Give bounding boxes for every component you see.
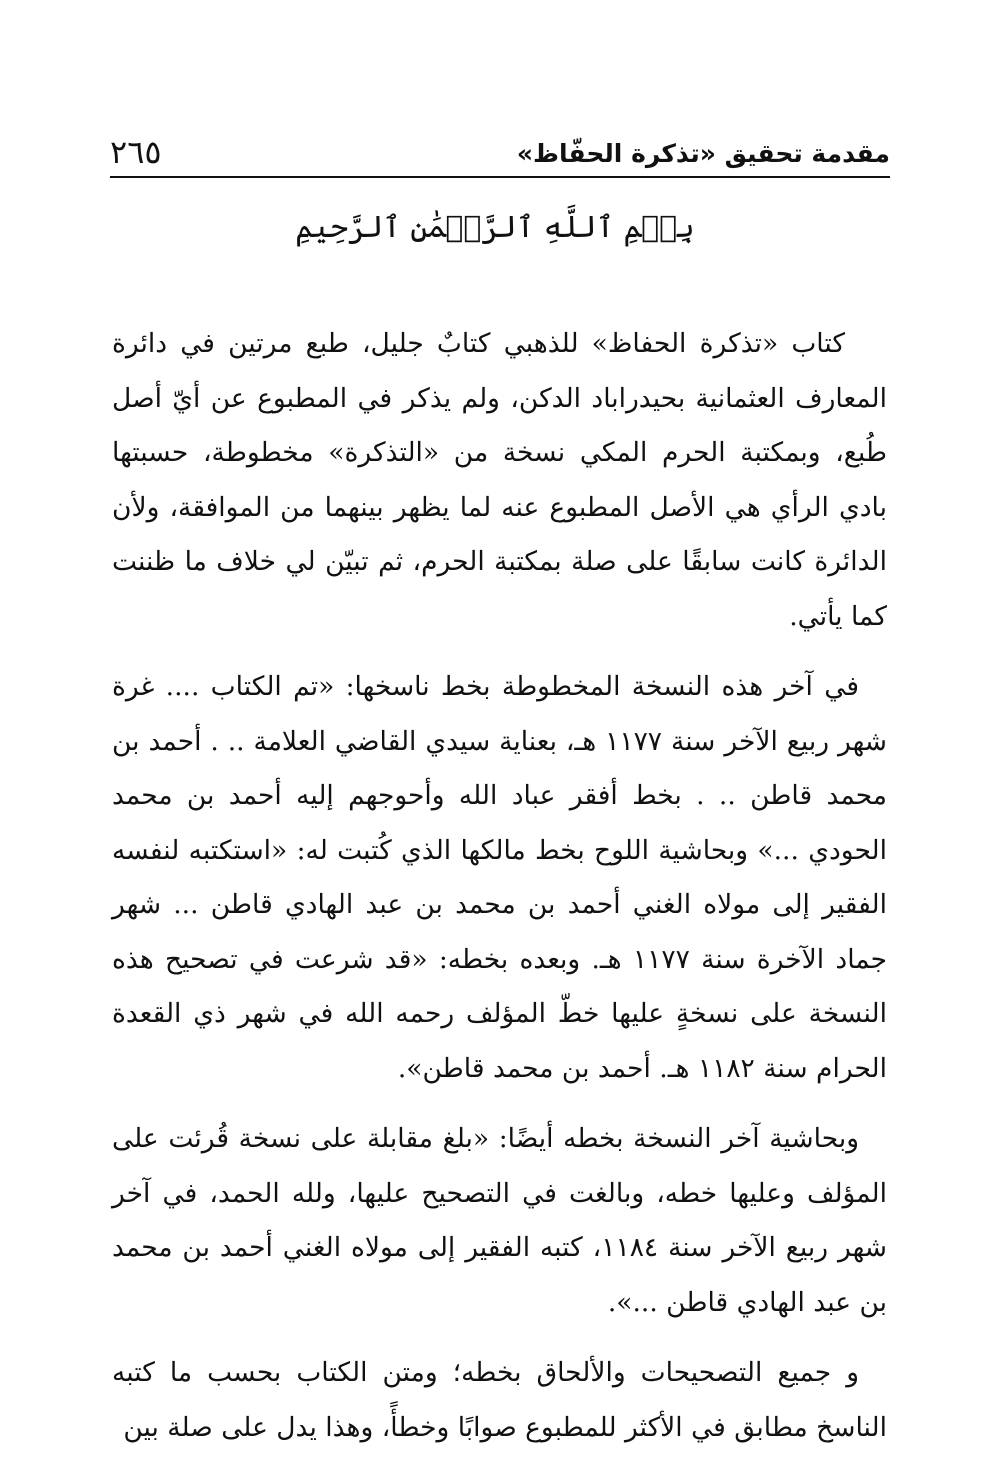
paragraph-4: و جميع التصحيحات والألحاق بخطه؛ ومتن الكتاب بحسب ما كتبه الناسخ مطابق في الأكثر للمطبوع صوابًا وخطأً، وهذا يدل على صلة بين — [112, 1357, 887, 1443]
paragraph-3: وبحاشية آخر النسخة بخطه أيضًا: «بلغ مقابلة على نسخة قُرئت على المؤلف وعليها خطه، وبالغت في التصحيح عليها، ولله الحمد، في آخر شهر ربيع الآخر سنة ١١٨٤، كتبه الفقير إلى مولاه الغني أحمد بن محمد بن عبد الهادي قاطن ...». — [112, 1123, 887, 1318]
basmala: بِسۡمِ ٱللَّهِ ٱلرَّحۡمَٰنِ ٱلرَّحِيمِ — [295, 210, 695, 245]
body-text — [112, 317, 887, 1471]
page-number: ٢٦٥ — [110, 133, 162, 171]
paragraph-2: في آخر هذه النسخة المخطوطة بخط ناسخها: «تم الكتاب .... غرة شهر ربيع الآخر سنة ١١٧٧ هـ، بعناية سيدي القاضي العلامة .. . أحمد بن محمد قاطن .. . بخط أفقر عباد الله وأحوجهم إليه أحمد بن محمد الحودي ...» وبحاشية اللوح بخط مالكها الذي كُتبت له: «استكتبه لنفسه الفقير إلى مولاه الغني أحمد بن محمد بن عبد الهادي قاطن ... شهر جماد الآخرة سنة ١١٧٧ هـ. وبعده بخطه: «قد شرعت في تصحيح هذه النسخة على نسخةٍ عليها خطّ المؤلف رحمه الله في شهر ذي القعدة الحرام سنة ١١٨٢ هـ. أحمد بن محمد قاطن». — [112, 671, 887, 1084]
header-title: مقدمة تحقيق «تذكرة الحفّاظ» — [516, 139, 890, 168]
paragraph-1: كتاب «تذكرة الحفاظ» للذهبي كتابٌ جليل، طبع مرتين في دائرة المعارف العثمانية بحيدراباد الدكن، ولم يذكر في المطبوع عن أيّ أصل طُبع، وبمكتبة الحرم المكي نسخة من «التذكرة» مخطوطة، حسبتها بادي الرأي هي الأصل المطبوع عنه لما يظهر بينهما من الموافقة، ولأن الدائرة كانت سابقًا على صلة بمكتبة الحرم، ثم تبيّن لي خلاف ما ظننت كما يأتي. — [112, 328, 887, 632]
running-header — [110, 118, 890, 178]
